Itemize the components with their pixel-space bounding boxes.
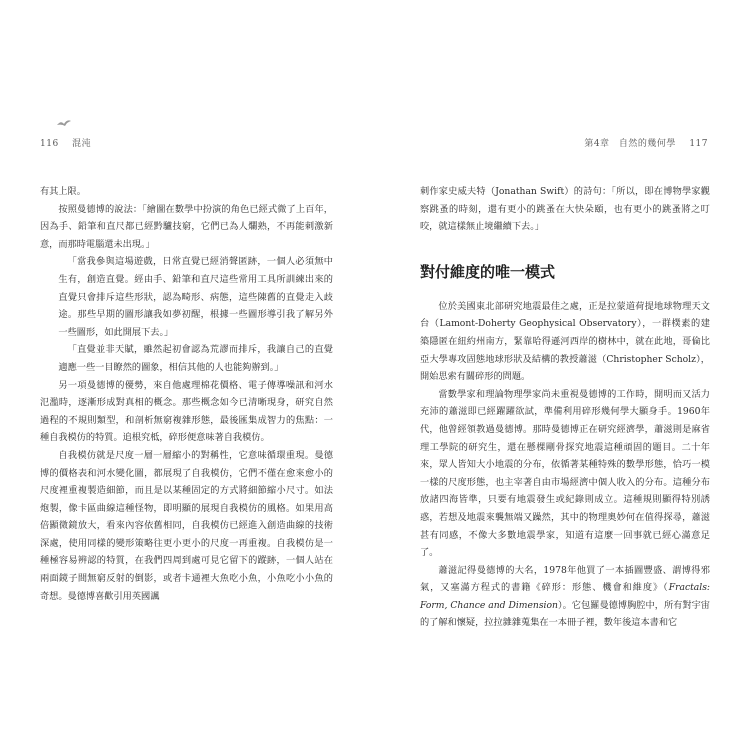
right-chapter-label: 第4章 (584, 139, 610, 149)
paragraph: 位於美國東北部研究地震最佳之處，正是拉蒙道荷提地球物理天文台（Lamont-Doherty Geophysical Observatory），一群樸素的建築隱匿在紐約州南方，緊靠哈得遜河西岸的樹林中，就在此地，哥倫比亞大學專攻固態地球形狀及結構的教授蕭滋（Christopher Scholz），開始思索有關碎形的問題。 (420, 300, 710, 383)
quote-paragraph: 「直覺並非天賦，雖然起初會認為荒謬而排斥，我讓自己的直覺適應一些一目瞭然的圖象，相信其他的人也能夠辦到。」 (58, 344, 333, 373)
paragraph: 蕭滋記得曼德博的大名，1978年他買了一本插圖豐盛、謂博得邪氣，又塞滿方程式的書籍《碎形：形態、機會和維度》（Fractals: Form, Chance and Dimension）。它包羅曼德博胸腔中，所有對宇宙的了解和懷疑，拉拉雜雜蒐集在一本冊子裡，數年後這本書和它 (420, 564, 711, 629)
right-page-number: 117 (689, 139, 708, 149)
quote-paragraph: 「當我參與這場遊戲，日常直覺已經消聲匿跡，一個人必須無中生有，創造直覺。經由手、鉛筆和直尺這些常用工具所訓練出來的直覺只會排斥這些形狀，認為畸形、病態，這些陳舊的直覺走入歧途。那些早期的圖形讓我如夢初醒，根據一些圖形導引我了解另外一些圖形，如此開展下去。」 (58, 256, 333, 338)
paragraph: 刺作家史威夫特（Jonathan Swift）的詩句：「所以，即在博物學家觀察跳蚤的時刻，還有更小的跳蚤在大快朵頤，也有更小的跳蚤將之叮咬，就這樣無止境繼續下去。」 (420, 186, 710, 233)
paragraph: 按照曼德博的說法：「繪圖在數學中扮演的角色已經式微了上百年，因為手、鉛筆和直尺都已經黔驢技窮，它們已為人爛熟，不再能刺激新意，而那時電腦還未出現。」 (40, 203, 333, 250)
right-page-body (420, 183, 710, 632)
right-running-head (584, 136, 708, 149)
left-running-head (40, 136, 91, 149)
paragraph: 另一項曼德博的優勢，來自他處理棉花價格、電子傳導噪訊和河水氾濫時，逐漸形成對真相的概念。那些概念如今已清晰現身，研究自然過程的不規則類型，和剖析無窮複雜形態，最後匯集成智力的焦點：一種自我模仿的特質。追根究柢，碎形便意味著自我模仿。 (40, 379, 333, 444)
left-chapter-short: 混沌 (72, 139, 92, 149)
left-page-number: 116 (40, 139, 59, 149)
paragraph-tail: 。它包羅曼德博胸腔中，所有對宇宙的了解和懷疑，拉拉雜雜蒐集在一本冊子裡，數年後這本書和它 (420, 599, 710, 629)
paragraph: 自我模仿就是尺度一層一層縮小的對稱性，它意味循環重現。曼德博的價格表和河水變化圖，都展現了自我模仿，它們不僅在愈來愈小的尺度裡重複製造細節，而且是以某種固定的方式將細節縮小尺寸。如法炮製，像卡區曲線這種怪物，即明顯的展現自我模仿的風格。如果用高倍顯微鏡放大，看來內容依舊相同，自我模仿已經進入創造曲線的技術深處，使用同樣的變形策略往更小更小的尺度一再重複。自我模仿是一種極容易辨認的特質，在我們四周到處可見它留下的蹤跡，一個人站在兩面鏡子間無窮反射的倒影，或者卡通裡大魚吃小魚，小魚吃小小魚的奇想。曼德博喜歡引用英國諷 (40, 449, 333, 602)
bird-icon (56, 118, 72, 128)
right-chapter-title: 自然的幾何學 (618, 139, 676, 149)
paragraph-text: 蕭滋記得曼德博的大名，1978年他買了一本插圖豐盛、謂博得邪氣，又塞滿方程式的書籍《碎形：形態、機會和維度》 (420, 564, 710, 594)
book-title-english: Fractals: Form, Chance and Dimension (420, 582, 711, 611)
left-page-body (40, 183, 333, 605)
paragraph: 當數學家和理論物理學家尚未重視曼德博的工作時，開明而又活力充沛的蕭滋即已經躍躍欲試，準備利用碎形幾何學大顯身手。1960年代，他曾經領教過曼德博。那時曼德博正在研究經濟學，蕭滋則是麻省理工學院的研究生，還在懸棵剛骨探究地震這種頑固的題目。二十年來，眾人皆知大小地震的分布，依循著某種特殊的數學形態，恰巧一模一樣的尺度形態，也主宰著自由市場經濟中個人收入的分布。這種分布放諸四海皆準，只要有地震發生或紀錄則成立。這種規則顯得特別誘惑，若想及地震來襲無端又躁然，其中的物理奧妙何在值得探尋，蕭滋甚有同感，不像大多數地震學家，知道有這麼一回事就已經心滿意足了。 (420, 388, 710, 559)
section-heading: 對付維度的唯一模式 (420, 262, 556, 281)
paragraph: 有其上限。 (40, 186, 86, 197)
